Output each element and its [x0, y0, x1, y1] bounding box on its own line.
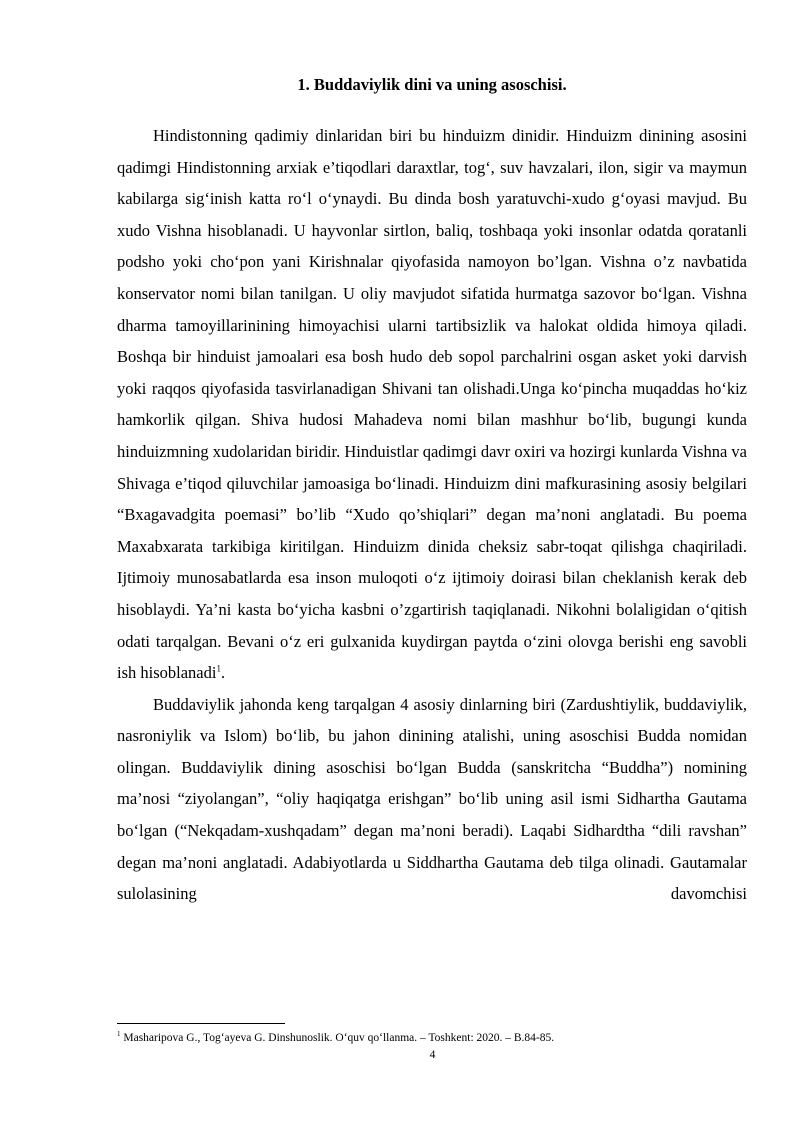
paragraph-1-text: Hindistonning qadimiy dinlaridan biri bu hinduizm dinidir. Hinduizm dinining asosini qadimgi Hindistonning arxiak e’tiqodlari daraxtlar, tog‘, suv havzalari, ilon, sigir va maymun kabilarga sig‘inish katta ro‘l o‘ynaydi. Bu dinda bosh yaratuvchi-xudo g‘oyasi mavjud. Bu xudo Vishna hisoblanadi. U hayvonlar sirtlon, baliq, toshbaqa yoki insonlar odatda qoratanli podsho yoki cho‘pon yani Kirishnalar qiyofasida namoyon bo’lgan. Vishna o’z navbatida konservator nomi bilan tanilgan. U oliy mavjudot sifatida hurmatga sazovor bo‘lgan. Vishna dharma tamoyillarinining himoyachisi ularni tartibsizlik va halokat oldida himoya qiladi. Boshqa bir hinduist jamoalari esa bosh hudo deb sopol parchalrini osgan asket yoki darvish yoki raqqos qiyofasida tasvirlanadigan Shivani tan olishadi.Unga ko‘pincha muqaddas ho‘kiz hamkorlik qilgan. Shiva hudosi Mahadeva nomi bilan mashhur bo‘lib, bugungi kunda hinduizmning xudolaridan biridir. Hinduistlar qadimgi davr oxiri va hozirgi kunlarda Vishna va Shivaga e’tiqod qiluvchilar jamoasiga bo‘linadi. Hinduizm dini mafkurasining asosiy belgilari “Bxagavadgita poemasi” bo’lib “Xudo qo’shiqlari” degan ma’noni anglatadi. Bu poema Maxabxarata tarkibiga kiritilgan. Hinduizm dinida cheksiz sabr-toqat qilishga chaqiriladi. Ijtimoiy munosabatlarda esa inson muloqoti o‘z ijtimoiy doirasi bilan cheklanish kerak deb hisoblaydi. Ya’ni kasta bo‘yicha kasbni o’zgartirish taqiqlanadi. Nikohni bolaligidan o‘qitish odati tarqalgan. Bevani o‘z eri gulxanida kuydirgan paytda o‘zini olovga berishi eng savobli ish hisoblanadi [117, 126, 747, 683]
footnote-text: Masharipova G., Tog‘ayeva G. Dinshunoslik. O‘quv qo‘llanma. – Toshkent: 2020. – B.84-85. [120, 1032, 555, 1044]
footnote-reference[interactable]: 1 [216, 663, 221, 674]
footnote-marker: 1 [117, 1030, 121, 1039]
paragraph-2: Buddaviylik jahonda keng tarqalgan 4 asosiy dinlarning biri (Zardushtiylik, buddaviylik, nasroniylik va Islom) bo‘lib, bu jahon dinining atalishi, uning asoschisi Budda nomidan olingan. Buddaviylik dining asoschisi bo‘lgan Budda (sanskritcha “Buddha”) nomining ma’nosi “ziyolangan”, “oliy haqiqatga erishgan” bo‘lib uning asil ismi Sidhartha Gautama bo‘lgan (“Nekqadam-xushqadam” degan ma’noni beradi). Laqabi Sidhardtha “dili ravshan” degan ma’noni anglatadi. Adabiyotlarda u Siddhartha Gautama deb tilga olinadi. Gautamalar sulolasining davomchisi [117, 694, 747, 904]
paragraph-1-end: . [220, 663, 226, 683]
footnote [117, 1032, 747, 1044]
paragraph-1 [117, 120, 747, 689]
footnote-separator [117, 1023, 285, 1024]
page-number: 4 [429, 1049, 436, 1061]
section-title: 1. Buddaviylik dini va uning asoschisi. [297, 75, 567, 94]
body-text [117, 120, 747, 910]
